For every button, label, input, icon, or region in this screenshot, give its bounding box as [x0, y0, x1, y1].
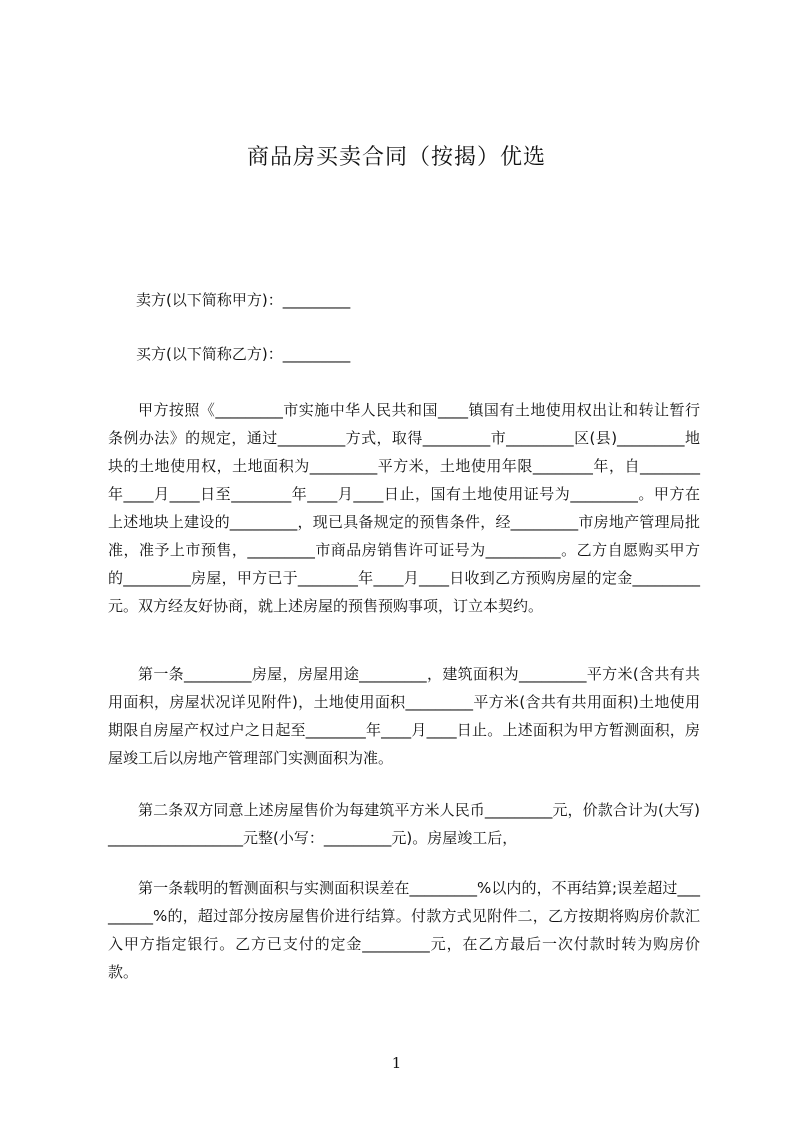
buyer-line: 买方(以下简称乙方)：_________ — [136, 345, 351, 363]
intro-paragraph: 甲方按照《_________市实施中华人民共和国____镇国有土地使用权出让和转让暂行条例办法》的规定，通过_________方式，取得_________市_________区(县)_________地块的土地使用权，土地面积为_________平方米，土地使用年限________年，自________年____月____日至________年____月____日止，国有土地使用证号为_________。甲方在上述地块上建设的_________，现已具备规定的预售条件，经_________市房地产管理局批准，准予上市预售，_________市商品房销售许可证号为__________。乙方自愿购买甲方的_________房屋，甲方已于________年____月____日收到乙方预购房屋的定金_________元。双方经友好协商，就上述房屋的预售预购事项，订立本契约。 — [108, 401, 700, 615]
article-2-paragraph: 第二条双方同意上述房屋售价为每建筑平方米人民币_________元，价款合计为(大写)__________________元整(小写：_________元)。房屋竣工后， — [108, 801, 700, 847]
page-number: 1 — [391, 1054, 402, 1072]
article-1-paragraph: 第一条_________房屋，房屋用途_________，建筑面积为_________平方米(含共有共用面积，房屋状况详见附件)，土地使用面积_________平方米(含共有共用面积)土地使用期限自房屋产权过户之日起至________年____月____日止。上述面积为甲方暂测面积，房屋竣工后以房地产管理部门实测面积为准。 — [108, 665, 700, 767]
seller-line: 卖方(以下简称甲方)：_________ — [136, 291, 351, 309]
area-settlement-paragraph: 第一条载明的暂测面积与实测面积误差在_________%以内的，不再结算;误差超过_________%的，超过部分按房屋售价进行结算。付款方式见附件二，乙方按期将购房价款汇入甲方指定银行。乙方已支付的定金_________元，在乙方最后一次付款时转为购房价款。 — [108, 879, 700, 981]
document-title: 商品房买卖合同（按揭）优选 — [246, 145, 546, 170]
